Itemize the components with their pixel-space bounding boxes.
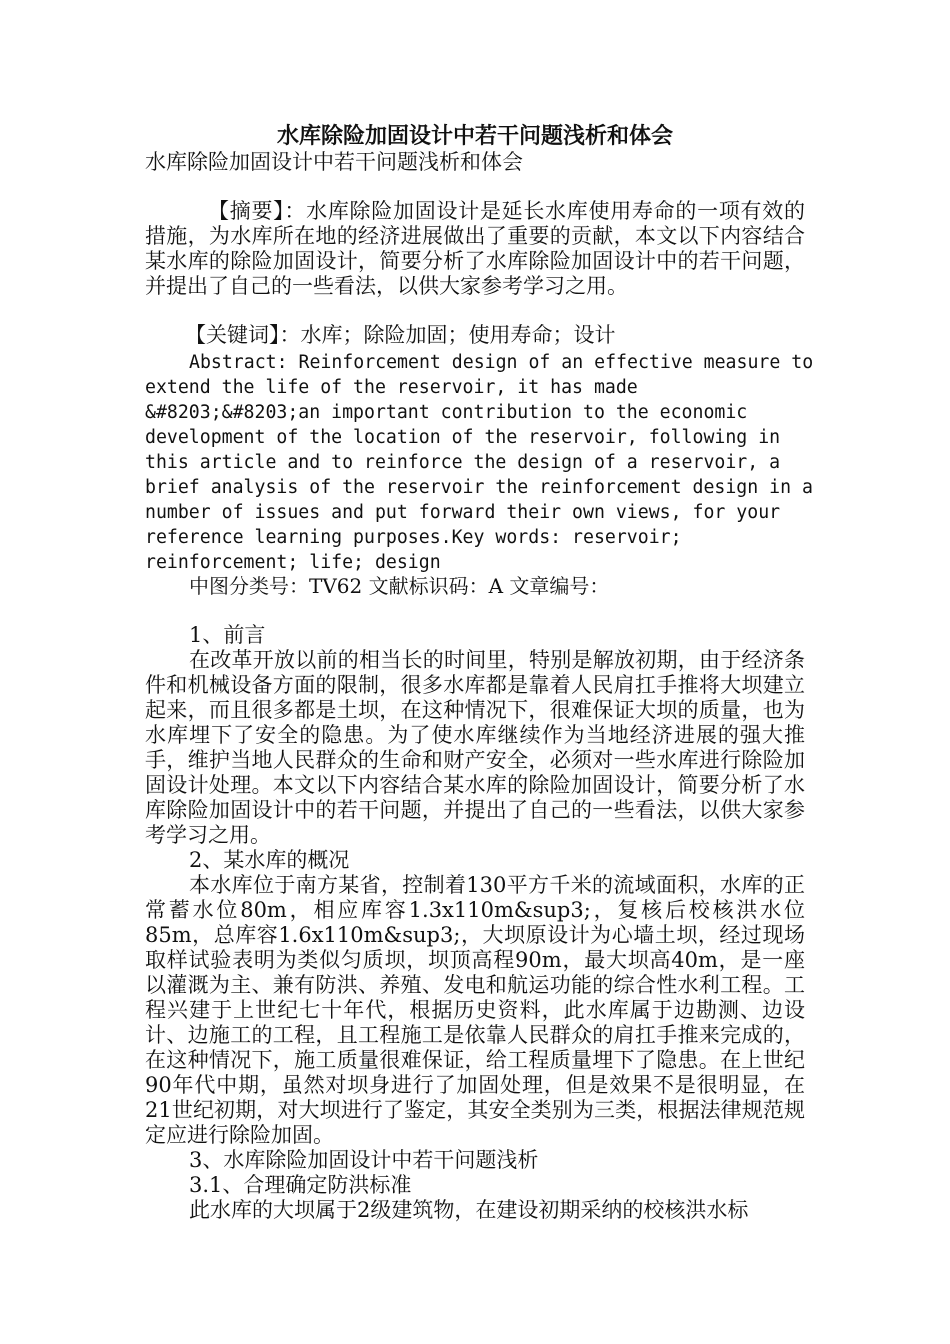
document-subtitle: 水库除险加固设计中若干问题浅析和体会 xyxy=(145,150,523,174)
abstract-english: Abstract: Reinforcement design of an effective measure to extend the life of the reservoir, it has made &#8203;&#8203;an important contribution to the economic development of the location of the reservoir, following in this article and to reinforce the design of a reservoir, a brief analysis of the reservoir the reinforcement design in a number of issues and put forward their own views, for your reference learning purposes.Key words: reservoir; reinforcement; life; design xyxy=(145,352,814,573)
section-paragraph-preface: 在改革开放以前的相当长的时间里，特别是解放初期，由于经济条件和机械设备方面的限制，很多水库都是靠着人民肩扛手推将大坝建立起来，而且很多都是土坝，在这种情况下，很难保证大坝的质量，也为水库埋下了安全的隐患。为了使水库继续作为当地经济进展的强大推手，维护当地人民群众的生命和财产安全，必须对一些水库进行除险加固设计处理。本文以下内容结合某水库的除险加固设计，简要分析了水库除险加固设计中的若干问题，并提出了自己的一些看法，以供大家参考学习之用。 xyxy=(145,648,805,847)
section-heading-analysis: 3、水库除险加固设计中若干问题浅析 xyxy=(189,1148,539,1172)
section-heading-preface: 1、前言 xyxy=(189,623,266,647)
section-paragraph-flood-standard: 此水库的大坝属于2级建筑物，在建设初期采纳的校核洪水标 xyxy=(189,1198,749,1222)
keywords-chinese: 【关键词】：水库；除险加固；使用寿命；设计 xyxy=(185,323,616,347)
section-heading-flood-standard: 3.1、合理确定防洪标准 xyxy=(189,1173,412,1197)
section-paragraph-overview: 本水库位于南方某省，控制着130平方千米的流域面积，水库的正常蓄水位80m，相应库容1.3x110m&sup3;，复核后校核洪水位85m，总库容1.6x110m&sup3;，大坝原设计为心墙土坝，经过现场取样试验表明为类似匀质坝，坝顶高程90m，最大坝高40m，是一座以灌溉为主、兼有防洪、养殖、发电和航运功能的综合性水利工程。工程兴建于上世纪七十年代，根据历史资料，此水库属于边勘测、边设计、边施工的工程，且工程施工是依靠人民群众的肩扛手推来完成的，在这种情况下，施工质量很难保证，给工程质量埋下了隐患。在上世纪90年代中期，虽然对坝身进行了加固处理，但是效果不是很明显，在21世纪初期，对大坝进行了鉴定，其安全类别为三类，根据法律规范规定应进行除险加固。 xyxy=(145,873,805,1147)
abstract-chinese: 【摘要】：水库除险加固设计是延长水库使用寿命的一项有效的措施，为水库所在地的经济进展做出了重要的贡献，本文以下内容结合某水库的除险加固设计，简要分析了水库除险加固设计中的若干问题，并提出了自己的一些看法，以供大家参考学习之用。 xyxy=(145,199,805,298)
document-title: 水库除险加固设计中若干问题浅析和体会 xyxy=(276,124,673,149)
classification-line: 中图分类号：TV62 文献标识码：A 文章编号： xyxy=(189,574,610,598)
document-body xyxy=(145,623,805,1223)
section-heading-overview: 2、某水库的概况 xyxy=(189,848,350,872)
